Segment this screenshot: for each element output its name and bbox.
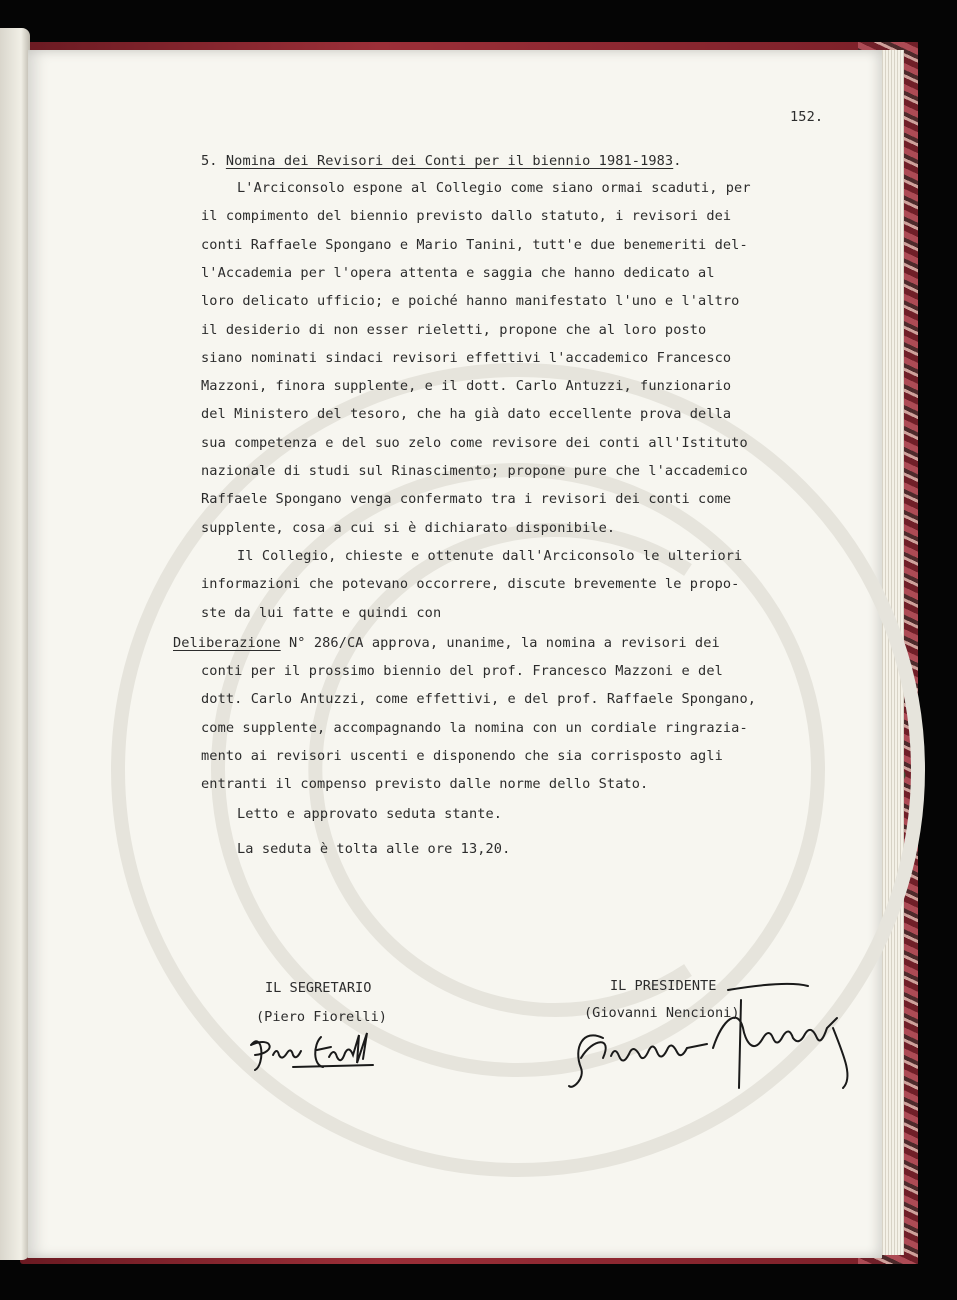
paragraph1-line: del Ministero del tesoro, che ha già dato eccellente prova della [201, 406, 732, 423]
president-signature [563, 978, 863, 1098]
deliberation-label: Deliberazione [173, 635, 281, 651]
page-number: 152. [790, 109, 824, 125]
paragraph1-line: supplente, cosa a cui si è dichiarato disponibile. [201, 519, 616, 536]
paragraph1-line: siano nominati sindaci revisori effettivi l'accademico Francesco [201, 349, 732, 366]
paragraph1-line: L'Arciconsolo espone al Collegio come siano ormai scaduti, per [237, 180, 751, 196]
paragraph2-line: informazioni che potevano occorrere, discute brevemente le propo- [201, 576, 740, 593]
paragraph1-line: Mazzoni, finora supplente, e il dott. Carlo Antuzzi, funzionario [201, 378, 732, 395]
heading-number: 5. [201, 153, 218, 169]
heading-title: Nomina dei Revisori dei Conti per il biennio 1981-1983 [225, 153, 674, 169]
president-title: IL PRESIDENTE [610, 978, 717, 994]
secretary-name: (Piero Fiorelli) [256, 1009, 387, 1025]
paragraph1-line: Raffaele Spongano venga confermato tra i revisori dei conti come [201, 491, 732, 508]
paragraph2-line: Il Collegio, chieste e ottenute dall'Arciconsolo le ulteriori [237, 548, 743, 564]
paragraph1-line: loro delicato ufficio; e poiché hanno manifestato l'uno e l'altro [201, 293, 740, 310]
closing-approved: Letto e approvato seduta stante. [237, 806, 503, 822]
paragraph1-line: conti Raffaele Spongano e Mario Tanini, tutt'e due benemeriti del- [201, 236, 748, 253]
deliberation-first-line [173, 633, 720, 653]
paragraph2-line: ste da lui fatte e quindi con [201, 604, 442, 621]
paragraph1-line: il compimento del biennio previsto dallo statuto, i revisori dei [201, 208, 732, 225]
president-name: (Giovanni Nencioni) [584, 1005, 740, 1021]
deliberation-line: conti per il prossimo biennio del prof. Francesco Mazzoni e del [201, 663, 723, 679]
closing-adjourned: La seduta è tolta alle ore 13,20. [237, 841, 511, 857]
secretary-signature [243, 1025, 383, 1075]
paragraph1-line: il desiderio di non esser rieletti, propone che al loro posto [201, 321, 707, 338]
paragraph1-line: l'Accademia per l'opera attenta e saggia che hanno dedicato al [201, 264, 715, 281]
heading-end: . [673, 153, 682, 169]
deliberation-line: entranti il compenso previsto dalle norme dello Stato. [201, 776, 649, 793]
left-page-edge [0, 28, 30, 1260]
document-page [28, 50, 882, 1258]
deliberation-first-line-text: N° 286/CA approva, unanime, la nomina a revisori dei [280, 635, 720, 651]
deliberation-line: mento ai revisori uscenti e disponendo che sia corrisposto agli [201, 747, 723, 764]
secretary-title: IL SEGRETARIO [265, 980, 372, 996]
deliberation-line: come supplente, accompagnando la nomina con un cordiale ringrazia- [201, 719, 748, 736]
paragraph1-line: nazionale di studi sul Rinascimento; propone pure che l'accademico [201, 463, 748, 479]
section-heading [201, 151, 682, 171]
deliberation-line: dott. Carlo Antuzzi, come effettivi, e del prof. Raffaele Spongano, [201, 691, 757, 708]
paragraph1-line: sua competenza e del suo zelo come revisore dei conti all'Istituto [201, 434, 748, 451]
